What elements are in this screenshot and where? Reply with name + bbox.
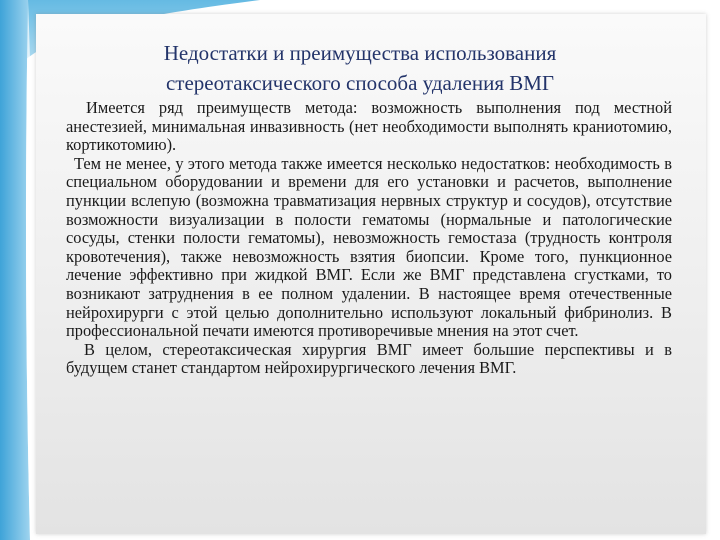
- paragraph-conclusion: В целом, стереотаксическая хирургия ВМГ имеет большие перспективы и в будущем станет стандартом нейрохирургического лечения ВМГ.: [66, 339, 672, 378]
- title-line-2: стереотаксического способа удаления ВМГ: [165, 71, 555, 95]
- paragraph-advantages: Имеется ряд преимуществ метода: возможность выполнения под местной анестезией, минимальная инвазивность (нет необходимости выполнять краниотомию, кортикотомию).: [66, 98, 672, 155]
- slide-body: [66, 99, 672, 378]
- slide-title: [60, 38, 660, 98]
- paragraph-disadvantages: Тем не менее, у этого метода также имеется несколько недостатков: необходимость в специальном оборудовании и времени для его установки и расчетов, выполнение пункции вслепую (возможна травматизация нервных структур и сосудов), отсутствие возможности визуализации в полости гематомы (нормальные и патологические сосуды, стенки полости гематомы), невозможность гемостаза (трудность контроля кровотечения), также невозможность взятия биопсии. Кроме того, пункционное лечение эффективно при жидкой ВМГ. Если же ВМГ представлена сгустками, то возникают затруднения в ее полном удалении. В настоящее время отечественные нейрохирурги с этой целью дополнительно используют локальный фибринолиз. В профессиональной печати имеются противоречивые мнения на этот счет.: [66, 153, 672, 341]
- title-line-1: Недостатки и преимущества использования: [163, 41, 557, 65]
- left-band-shape: [0, 0, 30, 540]
